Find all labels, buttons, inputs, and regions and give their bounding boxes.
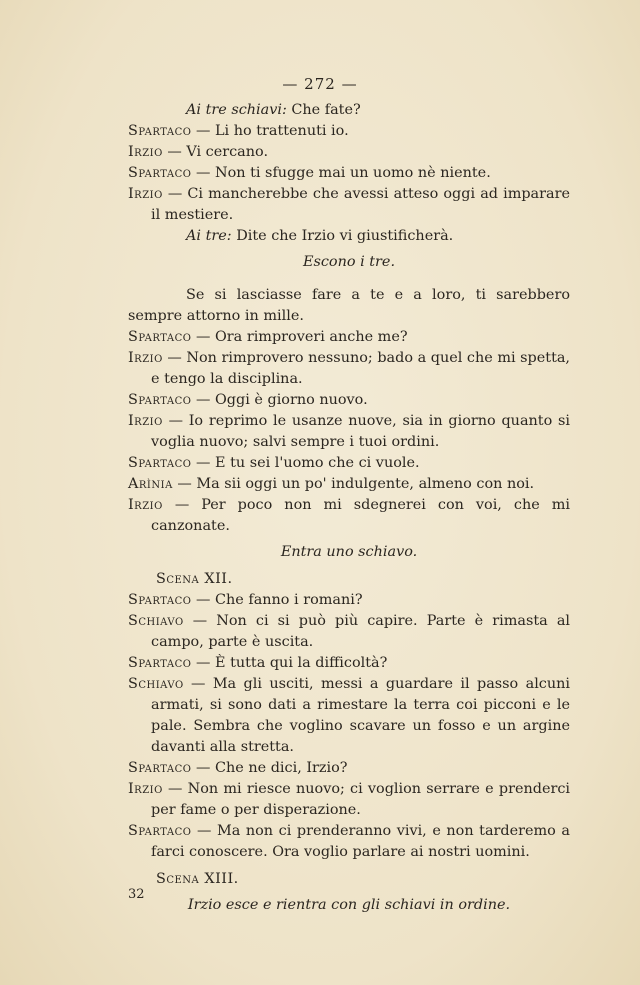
dialogue-text: — Io reprimo le usanze nuove, sia in giorno quanto si voglia nuovo; salvi sempre i tuoi ordini. xyxy=(151,413,570,450)
stage-direction xyxy=(128,252,570,273)
direction-text: Che fate? xyxy=(291,102,361,118)
dialogue-line xyxy=(128,453,570,474)
speaker-name: Schiavo xyxy=(128,676,184,692)
dialogue-text: — Per poco non mi sdegnerei con voi, che mi canzonate. xyxy=(151,497,570,534)
dialogue-line xyxy=(128,327,570,348)
dialogue-text: — E tu sei l'uomo che ci vuole. xyxy=(196,455,420,471)
dialogue-line xyxy=(128,779,570,821)
dialogue-text: — Oggi è giorno nuovo. xyxy=(196,392,368,408)
stage-direction-text: Entra uno schiavo. xyxy=(280,544,418,560)
speaker-name: Spartaco xyxy=(128,392,192,408)
dialogue-text: — Vi cercano. xyxy=(167,144,269,160)
stage-direction xyxy=(128,542,570,563)
dialogue-line xyxy=(128,474,570,495)
speaker-name: Irzio xyxy=(128,781,163,797)
speaker-name: Spartaco xyxy=(128,823,192,839)
dialogue-text: — Che fanno i romani? xyxy=(196,592,363,608)
speaker-name: Arìnia xyxy=(128,476,173,492)
dialogue-text: — Ma sii oggi un po' indulgente, almeno con noi. xyxy=(177,476,535,492)
dialogue-line xyxy=(128,495,570,537)
stage-direction xyxy=(128,895,570,916)
dialogue-text: — Ma non ci prenderanno vivi, e non tarderemo a farci conoscere. Ora voglio parlare ai nostri uomini. xyxy=(151,823,570,860)
dialogue-line xyxy=(128,163,570,184)
dialogue-line xyxy=(128,821,570,863)
dialogue-line xyxy=(128,674,570,758)
dialogue-line xyxy=(128,411,570,453)
speaker-name: Spartaco xyxy=(128,655,192,671)
dialogue-line xyxy=(128,390,570,411)
speaker-name: Spartaco xyxy=(128,760,192,776)
dialogue-text: — Non mi riesce nuovo; ci voglion serrare e prenderci per fame o per disperazione. xyxy=(151,781,571,818)
dialogue-line xyxy=(128,611,570,653)
dialogue-text: — Non ti sfugge mai un uomo nè niente. xyxy=(196,165,491,181)
dialogue-text: — Ma gli usciti, messi a guardare il passo alcuni armati, si sono dati a rimestare la terra coi picconi e le pale. Sembra che voglino scavare un fosso e un argine davanti alla stretta. xyxy=(151,676,570,755)
dialogue-text: — Ci mancherebbe che avessi atteso oggi ad imparare il mestiere. xyxy=(151,186,570,223)
speaker-name: Spartaco xyxy=(128,123,192,139)
speaker-name: Spartaco xyxy=(128,329,192,345)
dialogue-text: — Che ne dici, Irzio? xyxy=(196,760,348,776)
paragraph: Se si lasciasse fare a te e a loro, ti sarebbero sempre attorno in mille. xyxy=(128,287,570,324)
dialogue-text: — Ora rimproveri anche me? xyxy=(196,329,408,345)
speaker-name: Irzio xyxy=(128,497,163,513)
signature-mark: 32 xyxy=(128,887,145,902)
dialogue-line xyxy=(128,121,570,142)
stage-direction-text: Irzio esce e rientra con gli schiavi in ordine. xyxy=(187,897,511,913)
dialogue-line xyxy=(128,653,570,674)
dialogue-line xyxy=(128,758,570,779)
speaker-name: Schiavo xyxy=(128,613,184,629)
direction-addressee: Ai tre schiavi: xyxy=(186,102,287,118)
speaker-name: Spartaco xyxy=(128,455,192,471)
dialogue-line xyxy=(128,184,570,226)
direction-text: Dite che Irzio vi giustificherà. xyxy=(236,228,454,244)
stage-direction-line xyxy=(128,226,570,247)
dialogue-line xyxy=(128,142,570,163)
direction-addressee: Ai tre: xyxy=(186,228,232,244)
speaker-name: Irzio xyxy=(128,350,163,366)
speaker-name: Spartaco xyxy=(128,592,192,608)
dialogue-text: — È tutta qui la difficoltà? xyxy=(196,655,388,671)
dialogue-line xyxy=(128,348,570,390)
stage-direction-text: Escono i tre. xyxy=(302,254,396,270)
speaker-name: Spartaco xyxy=(128,165,192,181)
scene-heading: Scena XIII. xyxy=(156,871,239,887)
page-number: — 272 — xyxy=(282,75,358,93)
dialogue-text: — Non ci si può più capire. Parte è rimasta al campo, parte è uscita. xyxy=(151,613,570,650)
speaker-name: Irzio xyxy=(128,413,163,429)
stage-direction-line xyxy=(128,100,570,121)
scene-heading: Scena XII. xyxy=(156,571,233,587)
speaker-name: Irzio xyxy=(128,186,163,202)
speaker-name: Irzio xyxy=(128,144,163,160)
page-text xyxy=(128,100,570,921)
dialogue-line xyxy=(128,590,570,611)
dialogue-text: — Li ho trattenuti io. xyxy=(196,123,349,139)
dialogue-text: — Non rimprovero nessuno; bado a quel che mi spetta, e tengo la disciplina. xyxy=(151,350,571,387)
